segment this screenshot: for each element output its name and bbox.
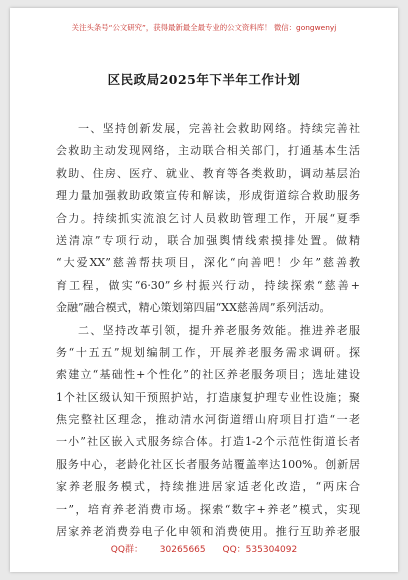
contact-footer <box>10 542 398 555</box>
body-line: 金融”融合模式，精心策划第四届“XX慈善周”系列活动。 <box>56 301 331 315</box>
document-title: 区民政局2025年下半年工作计划 <box>107 72 301 87</box>
body-line: “大爱XX”慈善帮扶项目，深化“向善吧！少年”慈善教 <box>56 256 360 270</box>
body-line: 索建立“基础性+个性化”的社区养老服务项目；选址建设 <box>56 368 360 382</box>
body-line: 居家养老消费券电子化申领和消费使用。推行互助养老服 <box>56 525 360 539</box>
body-line: 救助、住房、医疗、就业、教育等各类救助，调动基层治 <box>56 166 360 180</box>
body-line: 会救助主动发现网络，主动联合相关部门，打通基本生活 <box>56 144 360 158</box>
body-line: 送清凉”专项行动，联合加强舆情线索摸排处置。做精 <box>56 233 360 247</box>
body-line: 服务中心，老龄化社区长者服务站覆盖率达100%。创新居 <box>56 457 360 471</box>
body-line: 焦完整社区理念，推动清水河街道缙山府项目打造“一老 <box>56 413 360 427</box>
body-line: 一、坚持创新发展，完善社会救助网络。持续完善社 <box>78 122 360 135</box>
body-line: 理力量加强救助政策宣传和解读，形成街道综合救助服务 <box>56 189 360 203</box>
body-line: 合力。持续抓实流浪乞讨人员救助管理工作，开展“夏季 <box>56 211 360 225</box>
body-line: 一”，培育养老消费市场。探索“数字+养老”模式，实现 <box>56 502 360 516</box>
body-line: 一小”社区嵌入式服务综合体。打造1-2个示范性街道长者 <box>56 435 360 449</box>
body-line: 二、坚持改革引领，提升养老服务效能。推进养老服 <box>78 323 360 337</box>
document-page <box>10 8 398 572</box>
body-line: 家养老服务模式，持续推进居家适老化改造，“两床合 <box>56 480 360 494</box>
promo-banner: 关注头条号“公文研究”，获得最新最全最专业的公文资料库！ 微信：gongwenyj <box>71 23 337 32</box>
body-line: 务“十五五”规划编制工作，开展养老服务需求调研。探 <box>56 345 360 359</box>
qq-number-text: QQ：535304092 <box>222 545 298 555</box>
qq-group-text: QQ群： 30265665 <box>110 545 206 555</box>
body-line: 育工程，做实“6·30”乡村振兴行动，持续探索“慈善+ <box>56 278 360 292</box>
body-line: 1个社区级认知干预照护站，打造康复护理专业性设施；聚 <box>56 390 360 404</box>
document-body <box>56 118 360 543</box>
